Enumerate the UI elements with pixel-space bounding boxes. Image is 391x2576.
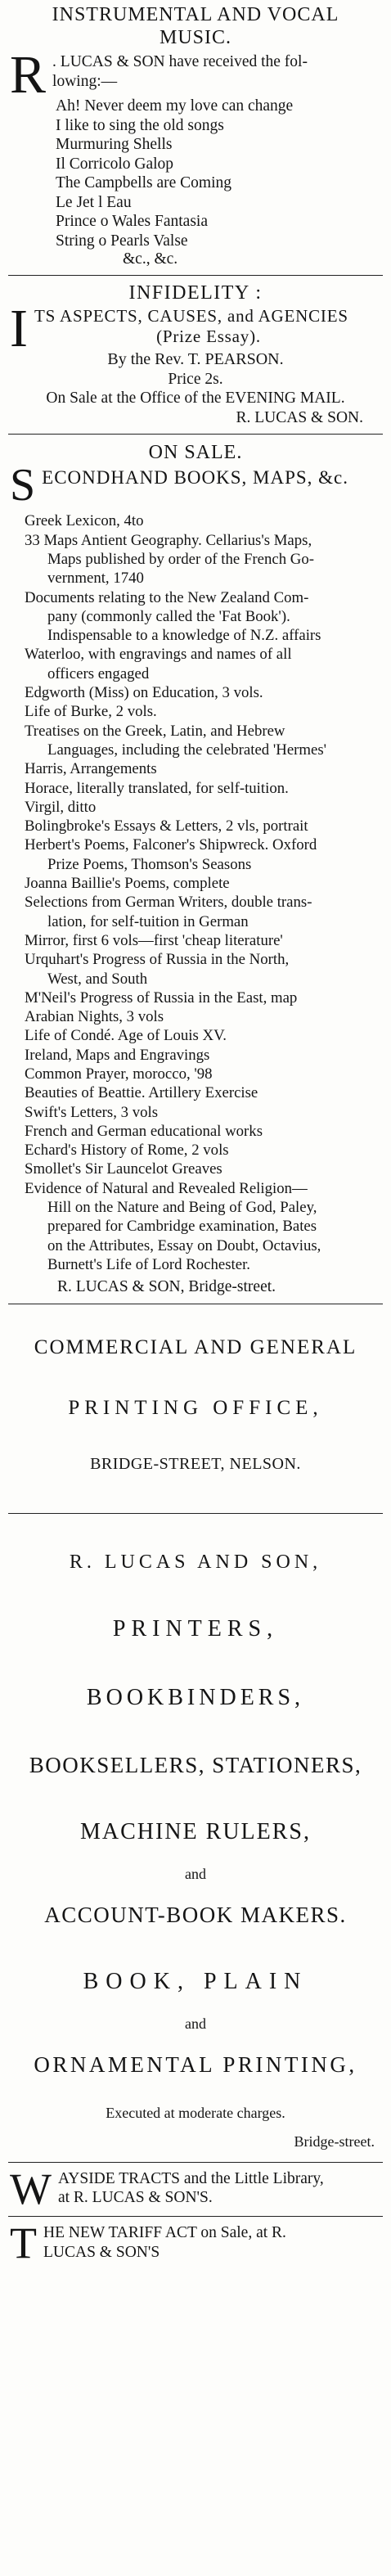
infidelity-author: By the Rev. T. PEARSON.: [107, 350, 284, 368]
book-item: on the Attributes, Essay on Doubt, Octavius,: [47, 1236, 321, 1254]
book-item: French and German educational works: [25, 1122, 263, 1140]
printing-ad-line2: PRINTING OFFICE,: [68, 1396, 323, 1419]
book-item: Beauties of Beattie. Artillery Exercise: [25, 1084, 258, 1102]
lucas-book-plain: BOOK, PLAIN: [83, 1968, 308, 1994]
song-item: Ah! Never deem my love can change: [56, 97, 294, 115]
book-item: Arabian Nights, 3 vols: [25, 1008, 164, 1026]
song-item: String o Pearls Valse: [56, 232, 188, 250]
book-item: Selections from German Writers, double trans-: [25, 894, 312, 912]
book-item: Evidence of Natural and Revealed Religion—: [25, 1179, 308, 1197]
lucas-printers: PRINTERS,: [112, 1615, 279, 1642]
lucas-ornamental: ORNAMENTAL PRINTING,: [34, 2051, 357, 2077]
wayside-dropcap: W: [10, 2168, 52, 2209]
book-item: Burnett's Life of Lord Rochester.: [47, 1255, 250, 1273]
book-item: Hill on the Nature and Being of God, Paley,: [47, 1199, 317, 1217]
lucas-and-1: and: [185, 1865, 206, 1882]
divider: [8, 434, 383, 435]
books-advertisement: [8, 441, 383, 1296]
divider: [8, 2216, 383, 2217]
infidelity-sale-line: On Sale at the Office of the EVENING MAIL.: [46, 390, 345, 408]
book-item: Ireland, Maps and Engravings: [25, 1046, 210, 1064]
wayside-line2: at R. LUCAS & SON'S.: [57, 2189, 213, 2207]
book-item: Languages, including the celebrated 'Hermes': [47, 741, 327, 759]
books-ad-title: [8, 466, 383, 503]
tariff-dropcap: T: [10, 2223, 37, 2263]
book-item: Treatises on the Greek, Latin, and Hebrew: [25, 722, 285, 740]
book-item: Harris, Arrangements: [25, 760, 157, 778]
book-item: Virgil, ditto: [25, 798, 97, 816]
divider: [8, 1513, 383, 1514]
song-item: Il Corricolo Galop: [56, 155, 174, 173]
lucas-address: Bridge-street.: [294, 2132, 375, 2150]
book-item: Urquhart's Progress of Russia in the North,: [25, 951, 290, 969]
music-ad-title-line1: INSTRUMENTAL AND VOCAL: [52, 4, 339, 25]
book-item: Prize Poems, Thomson's Seasons: [47, 855, 252, 873]
book-item: Smollet's Sir Launcelot Greaves: [25, 1160, 222, 1178]
infidelity-sub-line1: TS ASPECTS, CAUSES, and AGENCIES: [34, 306, 348, 326]
music-ad-title-line2: MUSIC.: [159, 27, 232, 48]
infidelity-title: INFIDELITY :: [128, 282, 263, 304]
wayside-tracts-advertisement: [8, 2169, 383, 2208]
music-ad-dropcap: R: [10, 52, 47, 97]
book-item: Swift's Letters, 3 vols: [25, 1103, 159, 1121]
music-ad-intro: [8, 52, 383, 97]
book-item: Life of Burke, 2 vols.: [25, 703, 157, 721]
book-item: Mirror, first 6 vols—first 'cheap literature': [25, 931, 283, 949]
book-item: Greek Lexicon, 4to: [25, 512, 144, 530]
lucas-services-advertisement: [8, 1520, 383, 2150]
lucas-bookbinders: BOOKBINDERS,: [86, 1684, 305, 1710]
book-item: Herbert's Poems, Falconer's Shipwreck. Oxford: [25, 836, 317, 854]
lucas-name: R. LUCAS AND SON,: [69, 1551, 322, 1573]
infidelity-dropcap: I: [10, 306, 28, 350]
printing-ad-line1: COMMERCIAL AND GENERAL: [34, 1335, 357, 1358]
books-ad-heading: ON SALE.: [148, 442, 243, 464]
infidelity-price: Price 2s.: [168, 370, 223, 388]
book-item: Horace, literally translated, for self-tuition.: [25, 779, 289, 797]
book-item: 33 Maps Antient Geography. Cellarius's Maps,: [25, 531, 312, 549]
infidelity-sub-line2: (Prize Essay).: [156, 327, 261, 346]
tariff-act-advertisement: [8, 2223, 383, 2262]
book-item: vernment, 1740: [47, 570, 144, 588]
book-item: Indispensable to a knowledge of N.Z. affairs: [47, 627, 321, 645]
book-item: Common Prayer, morocco, '98: [25, 1065, 213, 1083]
lucas-rulers: MACHINE RULERS,: [79, 1818, 311, 1844]
music-ad-etc: &c., &c.: [123, 250, 178, 268]
book-item: West, and South: [47, 970, 148, 988]
lucas-account: ACCOUNT-BOOK MAKERS.: [44, 1902, 347, 1927]
book-item: Joanna Baillie's Poems, complete: [25, 875, 230, 893]
printing-office-advertisement: [8, 1311, 383, 1474]
book-item: Echard's History of Rome, 2 vols: [25, 1142, 229, 1160]
divider: [8, 275, 383, 276]
book-item: M'Neil's Progress of Russia in the East, map: [25, 989, 298, 1007]
song-item: Le Jet l Eau: [56, 193, 132, 211]
music-advertisement: [8, 3, 383, 268]
book-item: officers engaged: [47, 664, 150, 682]
books-ad-seller: R. LUCAS & SON, Bridge-street.: [57, 1278, 276, 1296]
book-item: prepared for Cambridge examination, Bates: [47, 1218, 317, 1236]
lucas-booksellers: BOOKSELLERS, STATIONERS,: [29, 1752, 362, 1777]
tariff-line2: LUCAS & SON'S: [43, 2243, 160, 2261]
printing-ad-line3: BRIDGE-STREET, NELSON.: [90, 1454, 301, 1473]
books-ad-title-rest: ECONDHAND BOOKS, MAPS, &c.: [42, 467, 349, 489]
lucas-and-2: and: [185, 2015, 206, 2032]
music-ad-intro-line1: . LUCAS & SON have received the fol-: [52, 53, 308, 70]
book-item: Waterloo, with engravings and names of all: [25, 646, 292, 664]
book-item: Edgworth (Miss) on Education, 3 vols.: [25, 684, 263, 702]
book-list: [8, 511, 383, 1274]
infidelity-advertisement: [8, 282, 383, 427]
tariff-line1: HE NEW TARIFF ACT on Sale, at R.: [43, 2224, 286, 2242]
song-item: I like to sing the old songs: [56, 116, 224, 134]
song-item: The Campbells are Coming: [56, 174, 231, 191]
book-item: Maps published by order of the French Go-: [47, 550, 314, 568]
song-item: Prince o Wales Fantasia: [56, 213, 208, 230]
lucas-executed: Executed at moderate charges.: [106, 2104, 285, 2121]
divider: [8, 2162, 383, 2163]
music-ad-intro-line2: lowing:—: [52, 72, 118, 90]
infidelity-subtitle: [8, 306, 383, 350]
song-list: [8, 97, 383, 250]
book-item: pany (commonly called the 'Fat Book').: [47, 607, 290, 625]
book-item: Life of Condé. Age of Louis XV.: [25, 1027, 227, 1045]
books-ad-dropcap: S: [10, 466, 36, 504]
book-item: lation, for self-tuition in German: [47, 912, 249, 930]
song-item: Murmuring Shells: [56, 136, 173, 153]
book-item: Bolingbroke's Essays & Letters, 2 vls, portrait: [25, 817, 308, 835]
wayside-line1: AYSIDE TRACTS and the Little Library,: [57, 2169, 324, 2187]
book-item: Documents relating to the New Zealand Com-: [25, 588, 309, 606]
infidelity-seller: R. LUCAS & SON.: [236, 408, 363, 426]
